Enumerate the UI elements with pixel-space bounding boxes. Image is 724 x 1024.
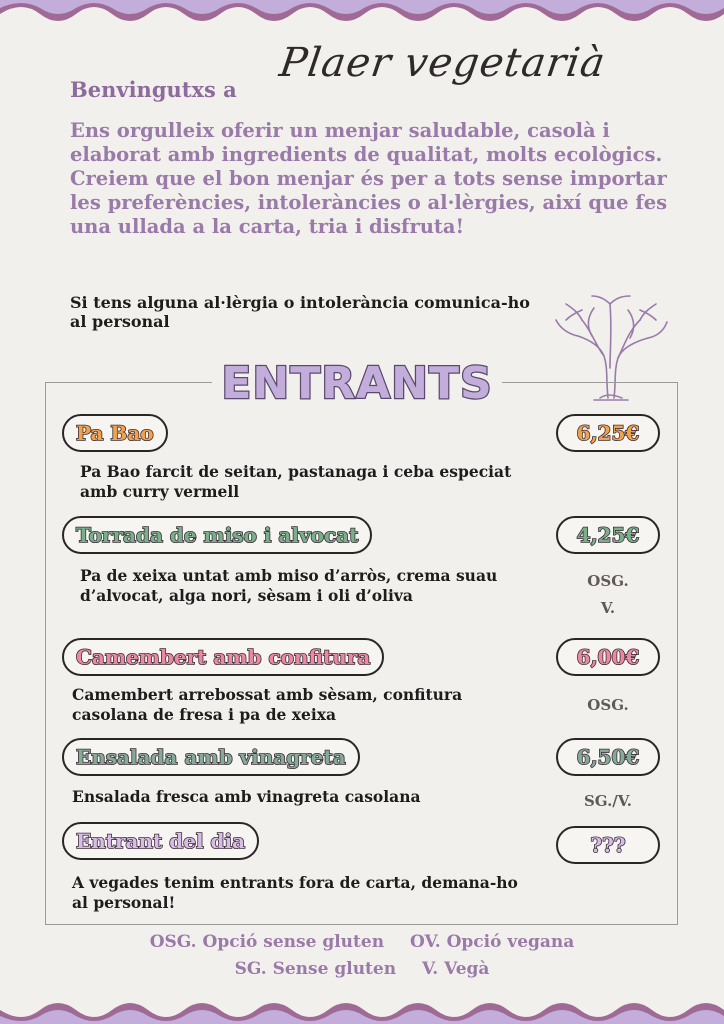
brand-name: Plaer vegetarià (276, 40, 609, 86)
menu-item-price: 6,50€ (556, 738, 660, 776)
menu-item-name[interactable]: Entrant del dia (62, 822, 259, 860)
legend-osg: OSG. Opció sense gluten (149, 932, 385, 952)
section-title: ENTRANTS (212, 352, 502, 416)
menu-item-name[interactable]: Ensalada amb vinagreta (62, 738, 360, 776)
menu-item-price: 4,25€ (556, 516, 660, 554)
allergy-notice: Si tens alguna al·lèrgia o intolerància comunica-ho al personal (70, 293, 530, 331)
welcome-text: Benvingutxs a (70, 77, 237, 102)
legend-sg: SG. Sense gluten (234, 959, 397, 979)
menu-item-price: 6,00€ (556, 638, 660, 676)
menu-item-description: Ensalada fresca amb vinagreta casolana (72, 787, 421, 806)
welcome-line (70, 40, 630, 110)
bottom-wave-border (0, 994, 724, 1024)
menu-item-description: Camembert arrebossat amb sèsam, confitura casolana de fresa i pa de xeixa (72, 685, 463, 724)
menu-item-description: Pa Bao farcit de seitan, pastanaga i ceba especiat amb curry vermell (80, 462, 512, 501)
menu-item-name[interactable]: Torrada de miso i alvocat (62, 516, 372, 554)
intro-text (70, 119, 670, 239)
legend-ov: OV. Opció vegana (410, 932, 575, 952)
menu-item-price: ??? (556, 826, 660, 864)
menu-item-description: Pa de xeixa untat amb miso d’arròs, crema suau d’alvocat, alga nori, sèsam i oli d’oliva (80, 566, 498, 605)
intro-paragraph-1: Ens orgulleix oferir un menjar saludable, casolà i elaborat amb ingredients de qualitat, molts ecològics. (70, 119, 663, 166)
top-wave-border (0, 0, 724, 30)
menu-item-name[interactable]: Pa Bao (62, 414, 168, 452)
legend-row-1 (0, 932, 724, 952)
menu-item-tags: OSG. V. (587, 572, 629, 617)
menu-item-name[interactable]: Camembert amb confitura (62, 638, 384, 676)
legend-row-2 (0, 959, 724, 979)
legend-v: V. Vegà (422, 959, 490, 979)
menu-item-description: A vegades tenim entrants fora de carta, demana-ho al personal! (72, 873, 518, 912)
menu-item-tags: SG./V. (583, 792, 633, 810)
intro-paragraph-2: Creiem que el bon menjar és per a tots sense importar les preferències, intoleràncies o al·lèrgies, així que fes una ullada a la carta, tria i disfruta! (70, 167, 668, 238)
menu-item-tags: OSG. (587, 696, 629, 714)
menu-item-price: 6,25€ (556, 414, 660, 452)
